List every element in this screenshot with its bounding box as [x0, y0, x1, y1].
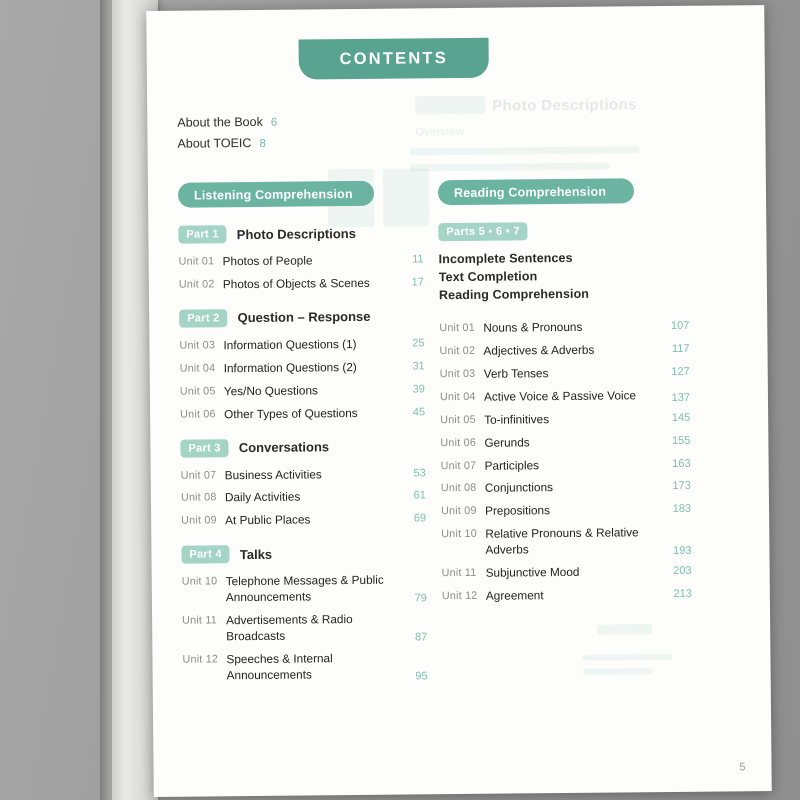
unit-number: Unit 10 [441, 528, 477, 541]
toc-row[interactable] [180, 359, 425, 377]
unit-number: Unit 01 [178, 255, 215, 268]
unit-page: 45 [412, 405, 426, 419]
unit-title: Nouns & Pronouns [483, 319, 583, 335]
unit-number: Unit 04 [439, 390, 476, 403]
unit-page: 145 [671, 411, 691, 424]
unit-number: Unit 08 [440, 482, 477, 495]
unit-page: 137 [671, 391, 691, 404]
ghost-block-7 [582, 654, 672, 661]
toc-row[interactable] [182, 611, 427, 645]
ghost-block-8 [583, 668, 653, 675]
section-header-label: Listening Comprehension [193, 186, 353, 203]
unit-title: Other Types of Questions [224, 405, 358, 421]
section-header-reading [438, 178, 634, 205]
unit-title: Telephone Messages & Public Announcements [225, 573, 384, 605]
toc-row[interactable] [441, 525, 691, 559]
unit-number: Unit 06 [180, 407, 216, 421]
part-badge: Part 3 [180, 439, 229, 457]
unit-page: 107 [670, 319, 690, 332]
unit-number: Unit 04 [179, 362, 216, 375]
front-matter-label: About the Book [177, 114, 263, 130]
part-badge: Parts 5 • 6 • 7 [438, 222, 528, 241]
ghost-subheading: Overview [415, 125, 465, 139]
toc-row[interactable] [182, 650, 427, 684]
unit-page: 155 [671, 434, 691, 447]
unit-page: 25 [412, 337, 425, 350]
unit-title: Speeches & Internal Announcements [226, 651, 333, 683]
part-header [180, 437, 425, 457]
toc-row[interactable] [179, 252, 424, 270]
unit-title: At Public Places [225, 512, 311, 528]
section-line: Text Completion [438, 269, 538, 285]
unit-title: Agreement [485, 588, 544, 603]
ghost-heading: Photo Descriptions [492, 96, 637, 115]
toc-part-group [178, 223, 424, 293]
part-header [181, 544, 426, 564]
unit-title: Subjunctive Mood [485, 564, 580, 580]
unit-number: Unit 03 [439, 367, 476, 381]
ghost-block-1 [415, 96, 485, 115]
unit-title: Adjectives & Adverbs [483, 342, 595, 358]
unit-title: Daily Activities [224, 489, 301, 505]
unit-page: 127 [671, 365, 690, 378]
unit-number: Unit 03 [179, 339, 216, 352]
ghost-block-6 [597, 624, 652, 635]
toc-row[interactable] [441, 502, 691, 520]
unit-page: 213 [673, 587, 692, 601]
ghost-block-3 [410, 163, 610, 172]
ghost-block-2 [410, 146, 640, 155]
toc-row[interactable] [180, 405, 425, 423]
toc-row[interactable] [439, 319, 689, 337]
unit-page: 173 [672, 480, 691, 493]
unit-page: 95 [415, 670, 428, 683]
unit-page: 11 [412, 253, 424, 266]
part-badge: Part 1 [178, 225, 227, 243]
part-title: Question – Response [237, 309, 371, 326]
toc-row[interactable] [440, 410, 690, 428]
toc-part-group [180, 437, 426, 530]
unit-page: 31 [412, 360, 425, 373]
section-header-label: Reading Comprehension [453, 184, 607, 200]
unit-title: Verb Tenses [483, 365, 549, 381]
unit-title: Prepositions [484, 503, 551, 519]
toc-part-group [181, 544, 427, 685]
unit-number: Unit 01 [439, 321, 475, 335]
unit-title: To-infinitives [484, 411, 550, 427]
unit-title: Photos of People [222, 253, 313, 269]
unit-number: Unit 06 [440, 436, 477, 449]
unit-title: Information Questions (1) [223, 336, 357, 353]
unit-number: Unit 09 [441, 505, 477, 518]
toc-column-right [438, 221, 692, 612]
toc-row[interactable] [442, 564, 692, 582]
section-line: Incomplete Sentences [438, 250, 573, 267]
unit-number: Unit 07 [180, 468, 217, 482]
unit-title: Active Voice & Passive Voice [483, 388, 637, 404]
unit-number: Unit 09 [181, 514, 217, 528]
list-item[interactable] [177, 113, 437, 129]
unit-page: 79 [414, 592, 427, 605]
unit-title: Business Activities [224, 466, 322, 482]
toc-row[interactable] [441, 479, 691, 497]
section-header-listening [178, 181, 374, 208]
part-title: Photo Descriptions [236, 225, 357, 242]
contents-title: CONTENTS [339, 48, 448, 68]
part-badge: Part 4 [181, 546, 230, 564]
unit-page: 39 [412, 383, 425, 396]
unit-number: Unit 12 [441, 589, 478, 603]
unit-page: 69 [413, 512, 427, 525]
toc-row[interactable] [179, 275, 424, 293]
toc-part-group [179, 307, 425, 423]
unit-title: Gerunds [484, 434, 530, 450]
unit-title: Information Questions (2) [223, 359, 357, 376]
unit-title: Conjunctions [484, 480, 554, 496]
toc-row[interactable] [180, 382, 425, 400]
list-item[interactable] [177, 134, 437, 150]
section-line: Reading Comprehension [438, 286, 590, 303]
toc-row[interactable] [181, 466, 426, 484]
unit-page: 203 [673, 564, 692, 578]
unit-page: 17 [411, 276, 424, 289]
toc-row[interactable] [181, 489, 426, 507]
part-badge: Part 2 [179, 309, 228, 327]
unit-page: 193 [673, 544, 692, 558]
unit-number: Unit 07 [440, 459, 477, 472]
toc-row[interactable] [440, 433, 690, 451]
unit-page: 87 [414, 631, 428, 644]
unit-number: Unit 08 [180, 491, 217, 505]
unit-number: Unit 05 [179, 385, 216, 398]
page-number: 5 [739, 761, 746, 774]
contents-banner [299, 38, 489, 80]
part-header [178, 223, 423, 243]
unit-number: Unit 11 [182, 614, 217, 627]
toc-row[interactable] [440, 365, 690, 383]
toc-row[interactable] [441, 456, 691, 474]
unit-title: Advertisements & Radio Broadcasts [226, 612, 353, 644]
unit-title: Participles [484, 457, 540, 473]
front-matter-page: 6 [270, 116, 278, 129]
part-header [438, 221, 688, 241]
toc-column-left [178, 223, 428, 700]
unit-number: Unit 10 [181, 575, 218, 588]
unit-page: 163 [672, 457, 691, 470]
unit-number: Unit 02 [439, 344, 476, 358]
unit-page: 61 [413, 489, 426, 502]
unit-number: Unit 11 [441, 566, 477, 580]
unit-page: 117 [671, 342, 690, 355]
front-matter-label: About TOEIC [177, 135, 252, 151]
front-matter-page: 8 [259, 137, 266, 150]
unit-title: Relative Pronouns & Relative Adverbs [485, 525, 639, 557]
toc-row[interactable] [181, 512, 426, 530]
unit-number: Unit 05 [440, 413, 476, 426]
unit-number: Unit 02 [178, 278, 215, 291]
unit-number: Unit 12 [182, 653, 219, 666]
unit-page: 183 [672, 503, 692, 516]
toc-row[interactable] [440, 388, 690, 406]
unit-title: Yes/No Questions [223, 383, 318, 398]
unit-title: Photos of Objects & Scenes [222, 275, 370, 292]
part-title: Conversations [238, 439, 330, 456]
part-header [179, 307, 424, 327]
unit-page: 53 [413, 466, 426, 479]
toc-row[interactable] [179, 336, 424, 354]
part-title: Talks [239, 546, 273, 562]
toc-part-group [438, 221, 689, 302]
book-page [146, 5, 772, 797]
toc-row[interactable] [439, 342, 689, 360]
toc-row[interactable] [182, 573, 427, 607]
toc-row[interactable] [442, 587, 692, 605]
front-matter-list [177, 113, 437, 157]
ghost-block-5 [383, 168, 430, 226]
